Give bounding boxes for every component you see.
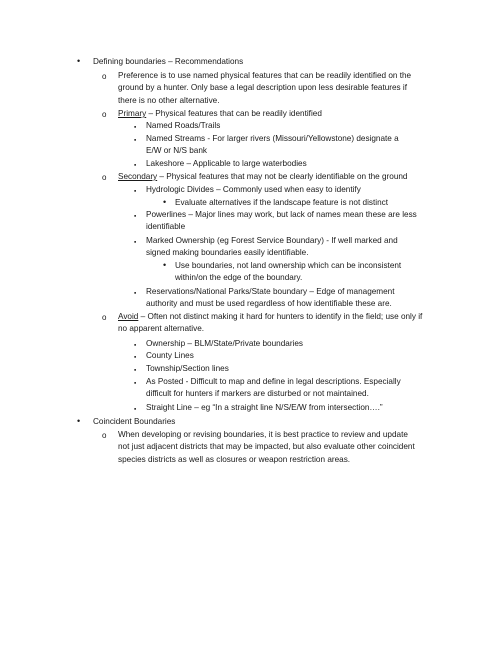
bullet-level3: ▪ bbox=[134, 406, 137, 413]
item-hydrologic: Hydrologic Divides – Commonly used when easy to identify bbox=[146, 185, 361, 194]
bullet-level1: • bbox=[77, 56, 81, 66]
item-reservations: Reservations/National Parks/State boundary – Edge of management authority and must be used regardless of how identifiable these are. bbox=[146, 287, 395, 309]
bullet-level3: ▪ bbox=[134, 188, 137, 195]
text-avoid: – Often not distinct making it hard for hunters to identify in the field; use only if no apparent alternative. bbox=[118, 312, 423, 334]
item-evaluate-alternatives: Evaluate alternatives if the landscape feature is not distinct bbox=[175, 198, 388, 207]
bullet-level3: ▪ bbox=[134, 213, 137, 220]
label-avoid: Avoid bbox=[118, 312, 139, 321]
item-named-streams: Named Streams - For larger rivers (Missouri/Yellowstone) designate a E/W or N/S bank bbox=[146, 134, 399, 156]
bullet-level4: • bbox=[163, 197, 167, 207]
item-powerlines: Powerlines – Major lines may work, but lack of names mean these are less identifiable bbox=[146, 210, 417, 232]
item-ownership: Ownership – BLM/State/Private boundaries bbox=[146, 339, 304, 348]
item-preference: Preference is to use named physical features that can be readily identified on the ground by a hunter. Only base a legal description upon less desirable features if there is no other alternative. bbox=[118, 71, 412, 105]
bullet-level3: ▪ bbox=[134, 342, 137, 349]
item-when-developing: When developing or revising boundaries, it is best practice to review and update not just adjacent districts that may be impacted, but also evaluate other coincident species districts as well as closures or weapon restriction areas. bbox=[118, 430, 415, 464]
item-named-roads: Named Roads/Trails bbox=[146, 121, 221, 130]
heading-defining-boundaries: Defining boundaries – Recommendations bbox=[93, 57, 244, 66]
item-use-boundaries: Use boundaries, not land ownership which can be inconsistent within/on the edge of the boundary. bbox=[175, 261, 402, 283]
bullet-level2: o bbox=[102, 72, 107, 81]
item-straight-line: Straight Line – eg “In a straight line N/S/E/W from intersection….” bbox=[146, 403, 383, 412]
item-lakeshore: Lakeshore – Applicable to large waterbodies bbox=[146, 159, 307, 168]
heading-coincident-boundaries: Coincident Boundaries bbox=[93, 417, 176, 426]
bullet-level3: ▪ bbox=[134, 290, 137, 297]
item-primary bbox=[118, 108, 418, 120]
bullet-level2: o bbox=[102, 431, 107, 440]
item-avoid bbox=[118, 311, 423, 336]
label-secondary: Secondary bbox=[118, 172, 158, 181]
bullet-level3: ▪ bbox=[134, 137, 137, 144]
bullet-level3: ▪ bbox=[134, 380, 137, 387]
text-primary: – Physical features that can be readily identified bbox=[146, 109, 322, 118]
item-county-lines: County Lines bbox=[146, 351, 194, 360]
item-township: Township/Section lines bbox=[146, 364, 229, 373]
bullet-level3: ▪ bbox=[134, 162, 137, 169]
bullet-level4: • bbox=[163, 260, 167, 270]
item-as-posted: As Posted - Difficult to map and define in legal descriptions. Especially difficult for hunters if markers are disturbed or not maintained. bbox=[146, 377, 401, 399]
label-primary: Primary bbox=[118, 109, 147, 118]
bullet-level3: ▪ bbox=[134, 354, 137, 361]
text-secondary: – Physical features that may not be clearly identifiable on the ground bbox=[157, 172, 408, 181]
bullet-level3: ▪ bbox=[134, 239, 137, 246]
bullet-level1: • bbox=[77, 416, 81, 426]
bullet-level3: ▪ bbox=[134, 124, 137, 131]
item-marked-ownership: Marked Ownership (eg Forest Service Boundary) - If well marked and signed making boundaries easily identifiable. bbox=[146, 236, 398, 258]
bullet-level2: o bbox=[102, 173, 107, 182]
bullet-level2: o bbox=[102, 110, 107, 119]
item-secondary bbox=[118, 171, 423, 183]
bullet-level2: o bbox=[102, 313, 107, 322]
bullet-level3: ▪ bbox=[134, 367, 137, 374]
